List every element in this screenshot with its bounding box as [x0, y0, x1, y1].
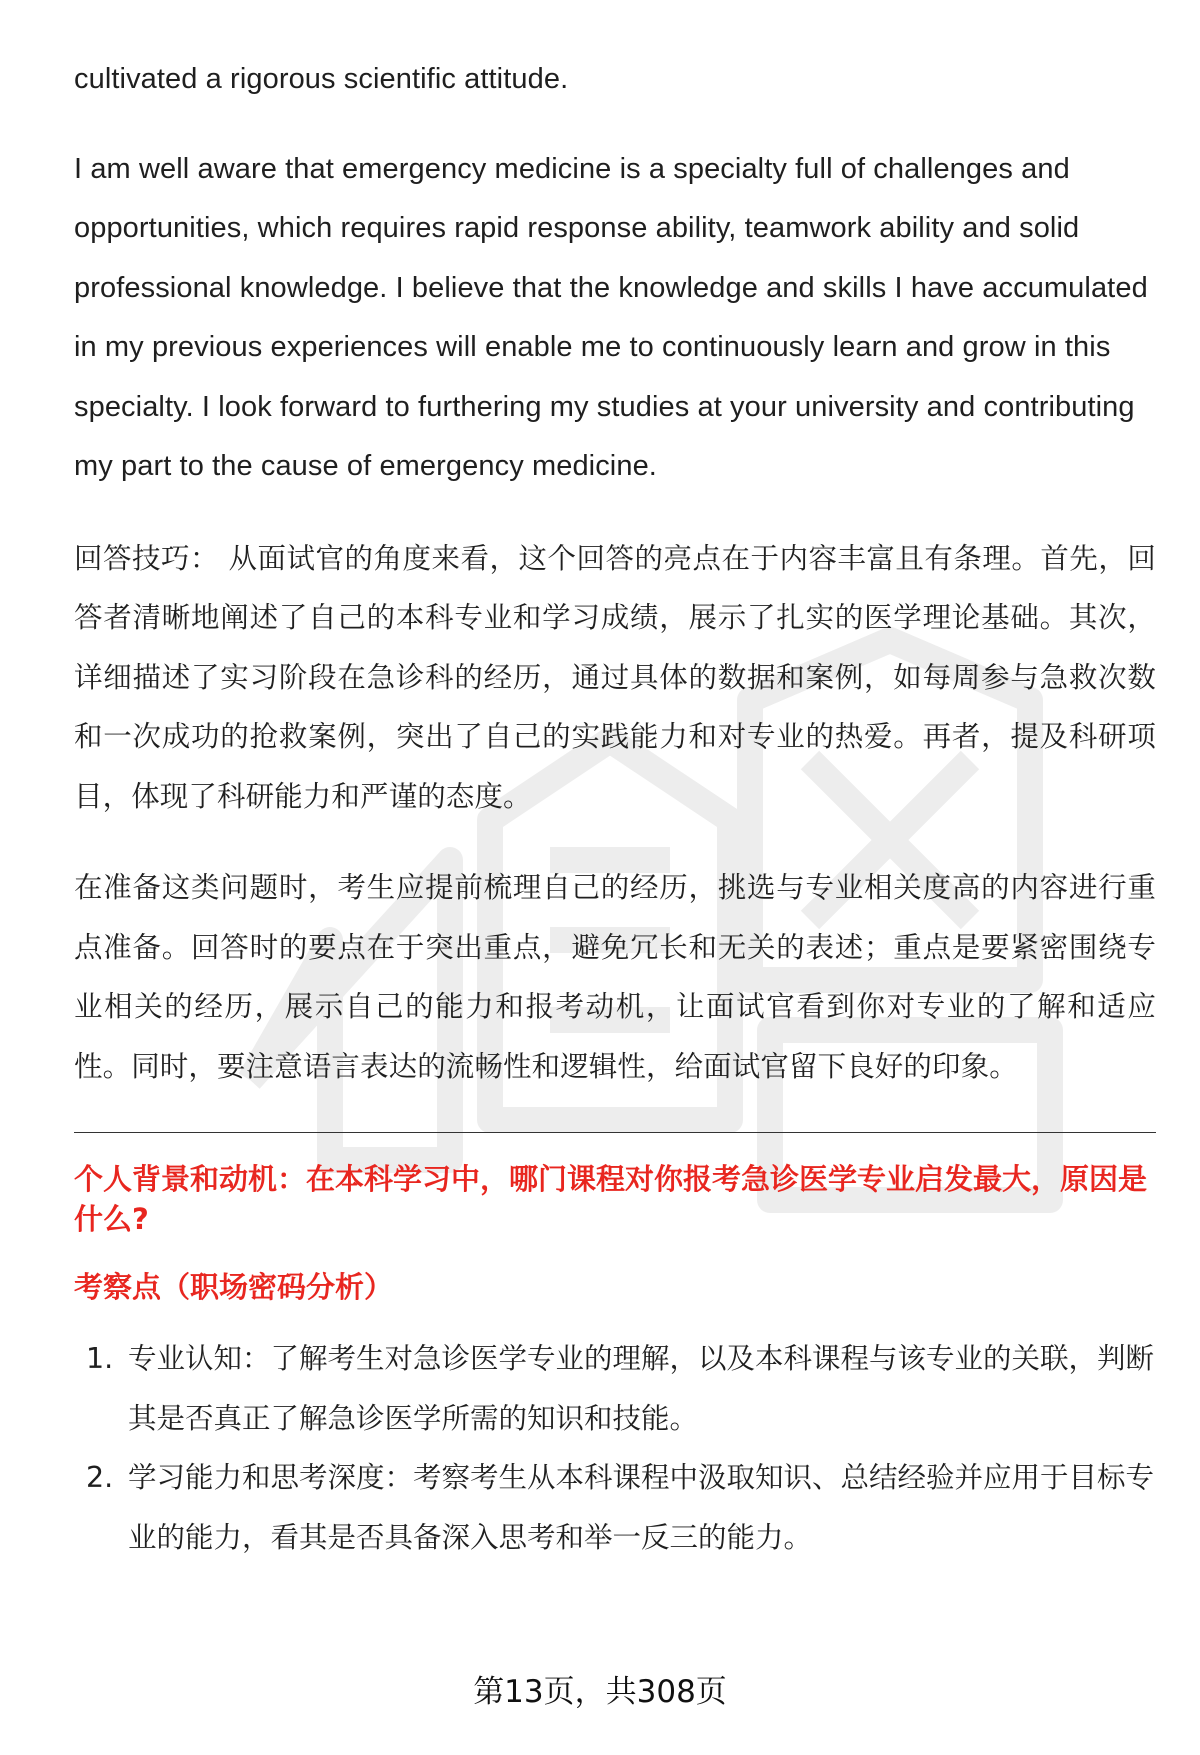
document-page [74, 50, 1156, 1567]
list-item-number: 2. [86, 1461, 114, 1494]
assessment-points-title: 考察点（职场密码分析） [74, 1270, 394, 1304]
answer-paragraph-2: I am well aware that emergency medicine is a specialty full of challenges and opportunities, which requires rapid response ability, teamwork ability and solid professional knowledge. I believe that the knowledge and skills I have accumulated in my previous experiences will enable me to continuously learn and grow in this specialty. I look forward to furthering my studies at your university and contributing my part to the cause of emergency medicine. [74, 152, 1148, 482]
list-item-text: 专业认知：了解考生对急诊医学专业的理解，以及本科课程与该专业的关联，判断其是否真正了解急诊医学所需的知识和技能。 [128, 1342, 1155, 1435]
answer-paragraph-1: cultivated a rigorous scientific attitude. [74, 63, 569, 95]
list-item-text: 学习能力和思考深度：考察考生从本科课程中汲取知识、总结经验并应用于目标专业的能力，看其是否具备深入思考和举一反三的能力。 [128, 1461, 1155, 1554]
list-item-number: 1. [86, 1342, 114, 1375]
question-title: 个人背景和动机：在本科学习中，哪门课程对你报考急诊医学专业启发最大，原因是什么? [74, 1162, 1148, 1236]
list-item [74, 1329, 1156, 1448]
page-number-footer: 第13页，共308页 [473, 1674, 727, 1710]
answer-tips-paragraph: 回答技巧： 从面试官的角度来看，这个回答的亮点在于内容丰富且有条理。首先，回答者清晰地阐述了自己的本科专业和学习成绩，展示了扎实的医学理论基础。其次，详细描述了实习阶段在急诊科的经历，通过具体的数据和案例，如每周参与急救次数和一次成功的抢救案例，突出了自己的实践能力和对专业的热爱。再者，提及科研项目，体现了科研能力和严谨的态度。 [74, 541, 1156, 813]
list-item [74, 1448, 1156, 1567]
preparation-advice-paragraph: 在准备这类问题时，考生应提前梳理自己的经历，挑选与专业相关度高的内容进行重点准备。回答时的要点在于突出重点，避免冗长和无关的表述；重点是要紧密围绕专业相关的经历，展示自己的能力和报考动机，让面试官看到你对专业的了解和适应性。同时，要注意语言表达的流畅性和逻辑性，给面试官留下良好的印象。 [74, 871, 1156, 1083]
assessment-points-list [74, 1329, 1156, 1567]
section-divider [74, 1132, 1156, 1133]
